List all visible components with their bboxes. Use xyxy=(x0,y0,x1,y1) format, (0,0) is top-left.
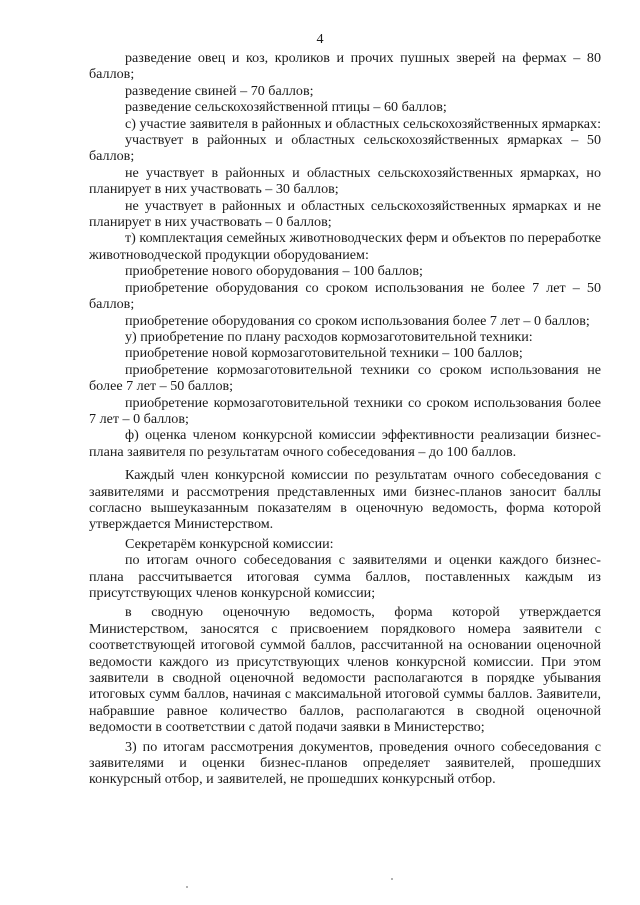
paragraph: т) комплектация семейных животноводческих ферм и объектов по переработке животноводческой продукции оборудованием: xyxy=(89,230,601,263)
paragraph: Каждый член конкурсной комиссии по результатам очного собеседования с заявителями и рассмотрения представленных ими бизнес-планов заносит баллы согласно вышеуказанным показателям в оценочную ведомость, форма которой утверждается Министерством. xyxy=(89,467,601,533)
paragraph: 3) по итогам рассмотрения документов, проведения очного собеседования с заявителями и оценки бизнес-планов определяет заявителей, прошедших конкурсный отбор, и заявителей, не прошедших конкурсный отбор. xyxy=(89,738,601,788)
scan-speck xyxy=(186,886,188,888)
paragraph: Секретарём конкурсной комиссии: xyxy=(125,535,334,552)
paragraph: не участвует в районных и областных сельскохозяйственных ярмарках, но планирует в них участвовать – 30 баллов; xyxy=(89,164,601,198)
paragraph: приобретение кормозаготовительной техники со сроком использования не более 7 лет – 50 баллов; xyxy=(89,361,601,395)
paragraph: разведение овец и коз, кроликов и прочих пушных зверей на фермах – 80 баллов; xyxy=(89,50,601,83)
document-body xyxy=(89,50,601,788)
paragraph: приобретение оборудования со сроком использования более 7 лет – 0 баллов; xyxy=(125,312,590,329)
paragraph: приобретение новой кормозаготовительной техники – 100 баллов; xyxy=(125,345,523,362)
paragraph: разведение свиней – 70 баллов; xyxy=(125,82,314,99)
paragraph: не участвует в районных и областных сельскохозяйственных ярмарках и не планирует в них участвовать – 0 баллов; xyxy=(89,197,601,231)
paragraph: приобретение кормозаготовительной техники со сроком использования более 7 лет – 0 баллов; xyxy=(89,394,601,427)
page-number: 4 xyxy=(316,31,324,47)
paragraph: разведение сельскохозяйственной птицы – 60 баллов; xyxy=(125,99,447,116)
paragraph: у) приобретение по плану расходов кормозаготовительной техники: xyxy=(125,328,533,345)
paragraph: по итогам очного собеседования с заявителями и оценки каждого бизнес-плана рассчитывается итоговая сумма баллов, поставленных каждым из присутствующих членов конкурсной комиссии; xyxy=(89,552,601,601)
paragraph: приобретение оборудования со сроком использования не более 7 лет – 50 баллов; xyxy=(89,279,601,313)
paragraph: участвует в районных и областных сельскохозяйственных ярмарках – 50 баллов; xyxy=(89,132,601,165)
paragraph: ф) оценка членом конкурсной комиссии эффективности реализации бизнес-плана заявителя по результатам очного собеседования – до 100 баллов. xyxy=(89,427,601,460)
scan-speck xyxy=(391,878,393,880)
paragraph: с) участие заявителя в районных и областных сельскохозяйственных ярмарках: xyxy=(125,115,602,132)
paragraph: приобретение нового оборудования – 100 баллов; xyxy=(125,263,423,280)
paragraph: в сводную оценочную ведомость, форма которой утверждается Министерством, заносятся с присвоением порядкового номера заявители с соответствующей итоговой суммой баллов, рассчитанной на основании оценочной ведомости каждого из присутствующих членов конкурсной комиссии. При этом заявители в сводной оценочной ведомости располагаются в порядке убывания итоговых сумм баллов, начиная с максимальной итоговой суммы баллов. Заявители, набравшие равное количество баллов, располагаются в сводной оценочной ведомости в соответствии с датой подачи заявки в Министерство; xyxy=(89,604,601,736)
